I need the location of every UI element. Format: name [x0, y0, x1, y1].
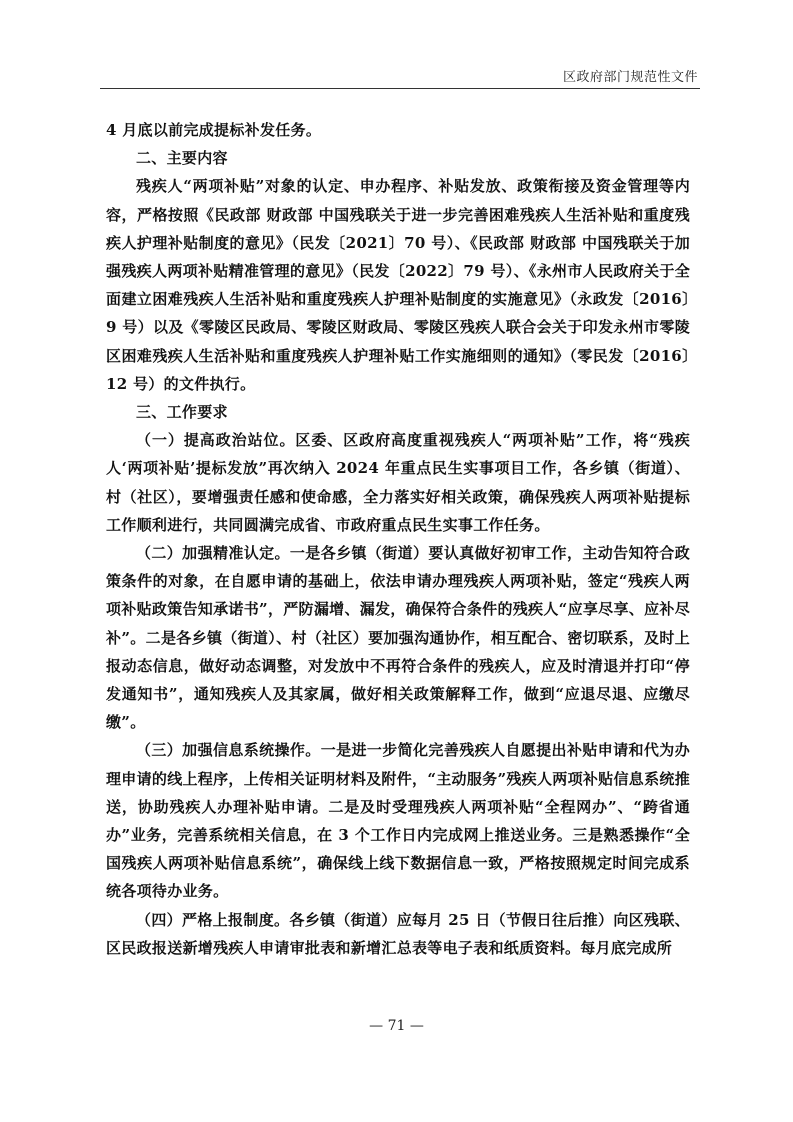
paragraph-requirement-4: （四）严格上报制度。各乡镇（街道）应每月 25 日（节假日往后推）向区残联、区民政报送新增残疾人申请审批表和新增汇总表等电子表和纸质资料。每月底完成所: [106, 910, 690, 957]
page-number: — 71 —: [369, 1018, 424, 1034]
header-title: 区政府部门规范性文件: [562, 70, 698, 85]
document-body: [106, 116, 690, 962]
section-heading-work-requirements: 三、工作要求: [136, 403, 228, 422]
page-header: [100, 64, 700, 89]
paragraph-continuation: 4 月底以前完成提标补发任务。: [106, 121, 322, 139]
section-heading-main-content: 二、主要内容: [136, 149, 228, 168]
paragraph-requirement-1: （一）提高政治站位。区委、区政府高度重视残疾人“两项补贴”工作，将“残疾人‘两项补贴’提标发放”再次纳入 2024 年重点民生实事项目工作，各乡镇（街道）、村（社区），要增强责任感和使命感，全力落实好相关政策，确保残疾人两项补贴提标工作顺利进行，共同圆满完成省、市政府重点民生实事工作任务。: [106, 431, 690, 534]
paragraph-requirement-3: （三）加强信息系统操作。一是进一步简化完善残疾人自愿提出补贴申请和代为办理申请的线上程序，上传相关证明材料及附件，“主动服务”残疾人两项补贴信息系统推送，协助残疾人办理补贴申请。二是及时受理残疾人两项补贴“全程网办”、“跨省通办”业务，完善系统相关信息，在 3 个工作日内完成网上推送业务。三是熟悉操作“全国残疾人两项补贴信息系统”，确保线上线下数据信息一致，严格按照规定时间完成系统各项待办业务。: [106, 741, 690, 901]
paragraph-main-content: 残疾人“两项补贴”对象的认定、申办程序、补贴发放、政策衔接及资金管理等内容，严格按照《民政部 财政部 中国残联关于进一步完善困难残疾人生活补贴和重度残疾人护理补贴制度的意见》（民发〔2021〕70 号）、《民政部 财政部 中国残联关于加强残疾人两项补贴精准管理的意见》（民发〔2022〕79 号）、《永州市人民政府关于全面建立困难残疾人生活补贴和重度残疾人护理补贴制度的实施意见》（永政发〔2016〕9 号）以及《零陵区民政局、零陵区财政局、零陵区残疾人联合会关于印发永州市零陵区困难残疾人生活补贴和重度残疾人护理补贴工作实施细则的通知》（零民发〔2016〕12 号）的文件执行。: [106, 177, 690, 393]
paragraph-requirement-2: （二）加强精准认定。一是各乡镇（街道）要认真做好初审工作，主动告知符合政策条件的对象，在自愿申请的基础上，依法申请办理残疾人两项补贴，签定“残疾人两项补贴政策告知承诺书”，严防漏增、漏发，确保符合条件的残疾人“应享尽享、应补尽补”。二是各乡镇（街道）、村（社区）要加强沟通协作，相互配合、密切联系，及时上报动态信息，做好动态调整，对发放中不再符合条件的残疾人，应及时清退并打印“停发通知书”，通知残疾人及其家属，做好相关政策解释工作，做到“应退尽退、应缴尽缴”。: [106, 544, 690, 732]
